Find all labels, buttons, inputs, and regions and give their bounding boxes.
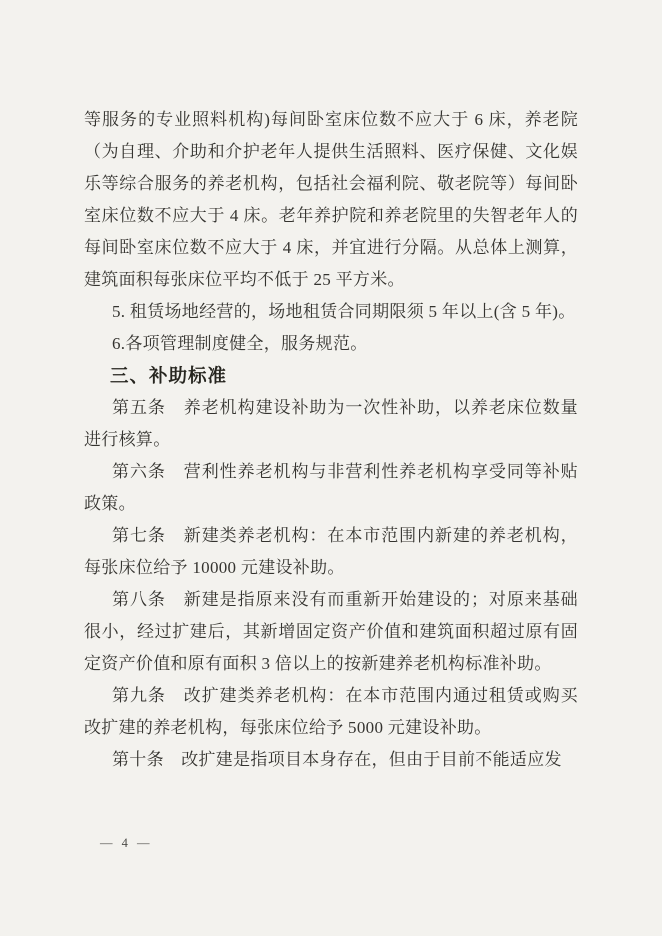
document-body [84,104,578,776]
paragraph-article-7: 第七条 新建类养老机构：在本市范围内新建的养老机构，每张床位给予 10000 元建设补助。 [84,526,578,577]
paragraph-article-10: 第十条 改扩建是指项目本身存在，但由于目前不能适应发 [112,750,562,769]
paragraph-bed-count-rules: 等服务的专业照料机构)每间卧室床位数不应大于 6 床，养老院（为自理、介助和介护老年人提供生活照料、医疗保健、文化娱乐等综合服务的养老机构，包括社会福利院、敬老院等）每间卧室床位数不应大于 4 床。老年养护院和养老院里的失智老年人的每间卧室床位数不应大于 4 床，并宜进行分隔。从总体上测算，建筑面积每张床位平均不低于 25 平方米。 [84,110,578,289]
paragraph-article-6: 第六条 营利性养老机构与非营利性养老机构享受同等补贴政策。 [84,462,578,513]
section-heading-subsidy-standards: 三、补助标准 [110,365,228,386]
paragraph-article-5: 第五条 养老机构建设补助为一次性补助，以养老床位数量进行核算。 [84,398,578,449]
paragraph-condition-6-management: 6.各项管理制度健全，服务规范。 [112,334,368,353]
paragraph-article-8: 第八条 新建是指原来没有而重新开始建设的；对原来基础很小，经过扩建后，其新增固定资产价值和建筑面积超过原有固定资产价值和原有面积 3 倍以上的按新建养老机构标准补助。 [84,590,578,673]
paragraph-article-9: 第九条 改扩建类养老机构：在本市范围内通过租赁或购买改扩建的养老机构，每张床位给予 5000 元建设补助。 [84,686,578,737]
page-number: — 4 — [100,836,153,850]
paragraph-condition-5-lease: 5. 租赁场地经营的，场地租赁合同期限须 5 年以上(含 5 年)。 [112,302,576,321]
page-footer [100,836,153,851]
